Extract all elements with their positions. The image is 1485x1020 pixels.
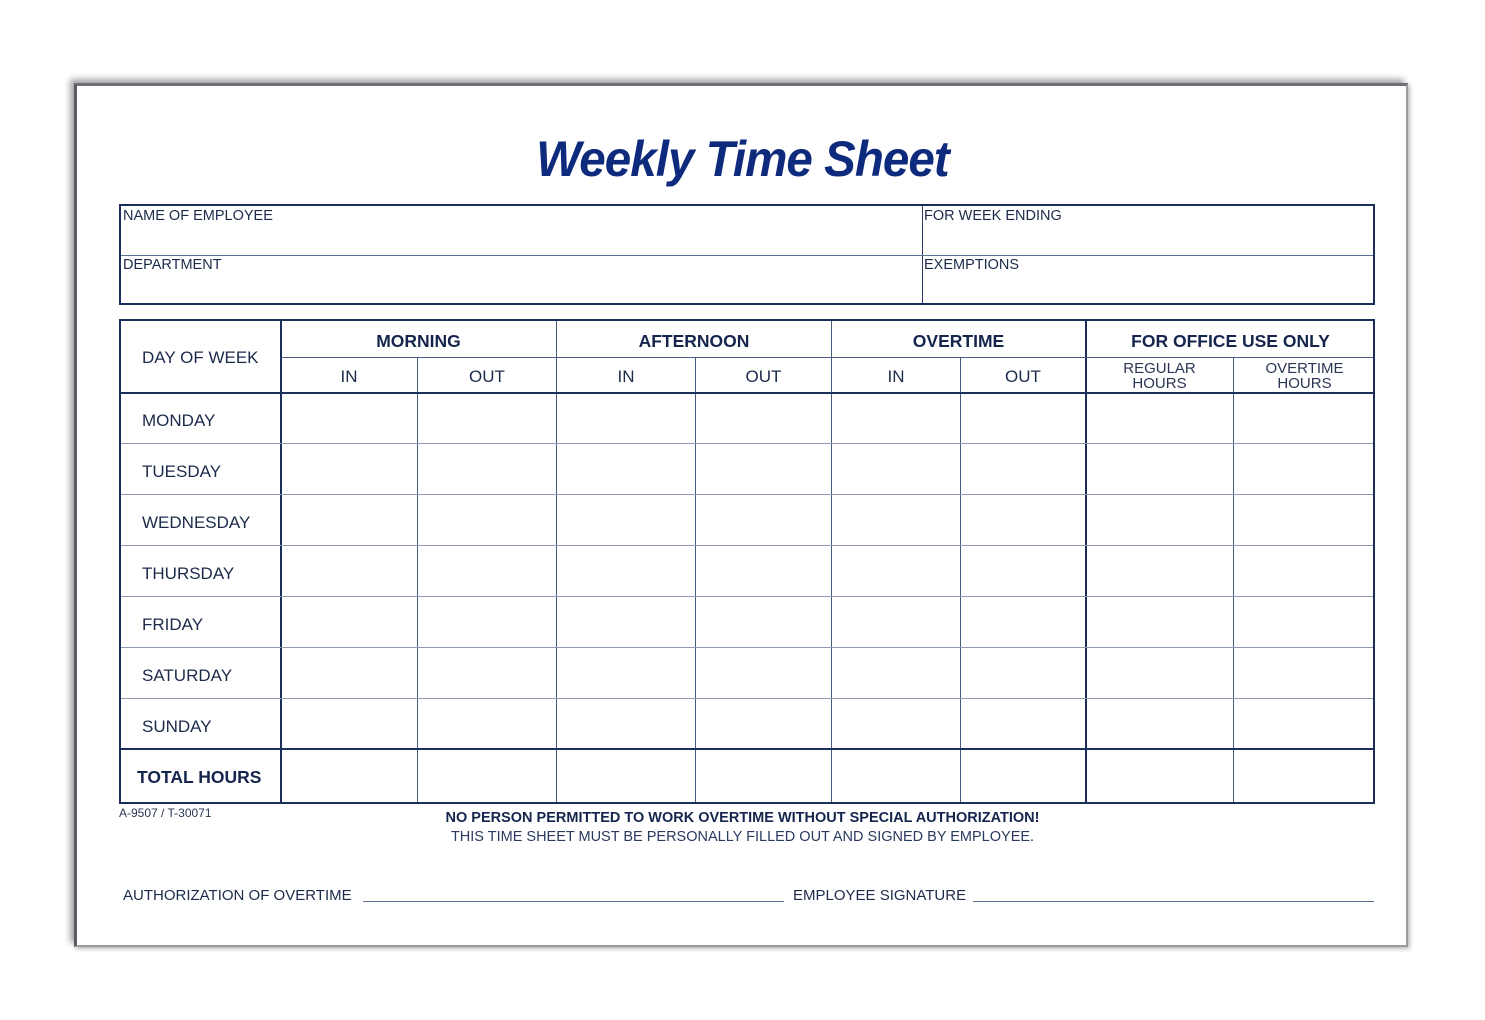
overtime-hours-header-line1: OVERTIME: [1265, 360, 1344, 377]
authorization-of-overtime-label: AUTHORIZATION OF OVERTIME: [123, 887, 352, 904]
office-use-header: FOR OFFICE USE ONLY: [1131, 331, 1330, 351]
table-row-wednesday[interactable]: [282, 495, 1373, 545]
name-of-employee-label: NAME OF EMPLOYEE: [123, 208, 273, 224]
table-row-saturday[interactable]: [282, 648, 1373, 698]
morning-out-header: OUT: [469, 367, 505, 386]
day-label-sunday: SUNDAY: [142, 717, 212, 736]
total-hours-label: TOTAL HOURS: [137, 767, 262, 787]
employee-signature-line[interactable]: [973, 901, 1374, 902]
employee-signature-label: EMPLOYEE SIGNATURE: [793, 887, 967, 904]
table-row-tuesday[interactable]: [282, 444, 1373, 494]
sign-notice: THIS TIME SHEET MUST BE PERSONALLY FILLED OUT AND SIGNED BY EMPLOYEE.: [450, 829, 1035, 845]
department-field[interactable]: [121, 256, 922, 303]
regular-hours-header-line2: HOURS: [1132, 375, 1187, 392]
day-label-wednesday: WEDNESDAY: [142, 513, 251, 532]
table-row-total-hours[interactable]: [282, 750, 1373, 802]
table-row-monday[interactable]: [282, 393, 1373, 443]
department-label: DEPARTMENT: [123, 257, 222, 273]
for-week-ending-field[interactable]: [923, 206, 1373, 255]
authorization-of-overtime-line[interactable]: [363, 901, 784, 902]
time-table: [119, 319, 1375, 804]
afternoon-in-header: IN: [617, 367, 635, 386]
day-of-week-header: DAY OF WEEK: [142, 348, 259, 367]
table-row-thursday[interactable]: [282, 546, 1373, 596]
day-label-thursday: THURSDAY: [142, 564, 235, 583]
day-label-tuesday: TUESDAY: [142, 462, 222, 481]
overtime-out-header: OUT: [1005, 367, 1041, 386]
overtime-in-header: IN: [887, 367, 905, 386]
regular-hours-header-line1: REGULAR: [1123, 360, 1196, 377]
exemptions-field[interactable]: [923, 256, 1373, 303]
overtime-header: OVERTIME: [912, 331, 1005, 351]
for-week-ending-label: FOR WEEK ENDING: [924, 208, 1062, 224]
table-row-friday[interactable]: [282, 597, 1373, 647]
day-label-friday: FRIDAY: [142, 615, 204, 634]
day-label-monday: MONDAY: [142, 411, 216, 430]
name-of-employee-field[interactable]: [121, 206, 922, 255]
table-row-sunday[interactable]: [282, 699, 1373, 748]
exemptions-label: EXEMPTIONS: [924, 257, 1020, 273]
day-label-saturday: SATURDAY: [142, 666, 233, 685]
morning-in-header: IN: [340, 367, 358, 386]
regular-hours-header: [1086, 361, 1233, 391]
afternoon-out-header: OUT: [745, 367, 782, 386]
divider: [281, 357, 1373, 358]
form-code: A-9507 / T-30071: [119, 806, 212, 820]
overtime-warning: NO PERSON PERMITTED TO WORK OVERTIME WITHOUT SPECIAL AUTHORIZATION!: [445, 810, 1040, 826]
overtime-hours-header-line2: HOURS: [1277, 375, 1332, 392]
employee-info-block: [119, 204, 1375, 305]
afternoon-header: AFTERNOON: [638, 331, 750, 351]
overtime-hours-header: [1234, 361, 1375, 391]
page-title: Weekly Time Sheet: [536, 131, 949, 187]
morning-header: MORNING: [376, 331, 461, 351]
